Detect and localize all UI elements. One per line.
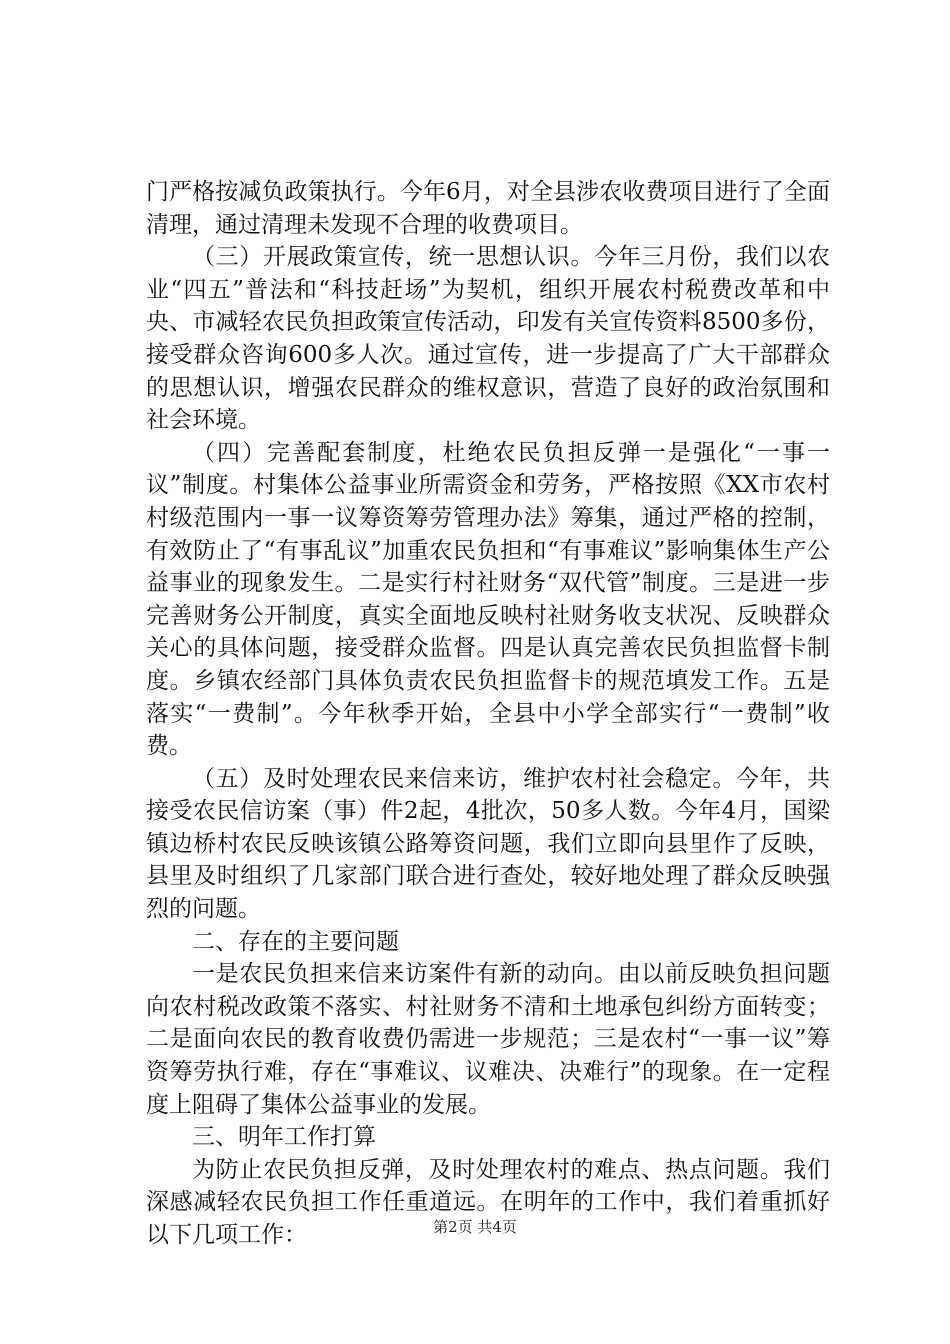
paragraph-petitions: （五）及时处理农民来信来访，维护农村社会稳定。今年，共接受农民信访案（事）件2起，4批次，50多人数。今年4月，国梁镇边桥村农民反映该镇公路筹资问题，我们立即向县里作了反映，县里及时组织了几家部门联合进行查处，较好地处理了群众反映强烈的问题。 <box>146 765 830 923</box>
paragraph-supporting-systems: （四）完善配套制度，杜绝农民负担反弹一是强化“一事一议”制度。村集体公益事业所需资金和劳务，严格按照《XX市农村村级范围内一事一议筹资筹劳管理办法》筹集，通过严格的控制，有效防止了“有事乱议”加重农民负担和“有事难议”影响集体生产公益事业的现象发生。二是实行村社财务“双代管”制度。三是进一步完善财务公开制度，真实全面地反映村社财务收支状况、反映群众关心的具体问题，接受群众监督。四是认真完善农民负担监督卡制度。乡镇农经部门具体负责农民负担监督卡的规范填发工作。五是落实“一费制”。今年秋季开始，全县中小学全部实行“一费制”收费。 <box>146 439 830 760</box>
document-body <box>146 176 830 1252</box>
section-heading-next-year-plan: 三、明年工作打算 <box>192 1124 376 1151</box>
page-number-footer: 第2页 共4页 <box>433 1218 517 1236</box>
paragraph-next-year-plan: 为防止农民负担反弹，及时处理农村的难点、热点问题。我们深感减轻农民负担工作任重道远。在明年的工作中，我们着重抓好以下几项工作： <box>146 1156 830 1248</box>
paragraph-policy-publicity: （三）开展政策宣传，统一思想认识。今年三月份，我们以农业“四五”普法和“科技赶场”为契机，组织开展农村税费改革和中央、市减轻农民负担政策宣传活动，印发有关宣传资料8500多份，接受群众咨询600多人次。通过宣传，进一步提高了广大干部群众的思想认识，增强农民群众的维权意识，营造了良好的政治氛围和社会环境。 <box>146 244 830 434</box>
section-heading-problems: 二、存在的主要问题 <box>192 928 399 955</box>
paragraph-problems: 一是农民负担来信来访案件有新的动向。由以前反映负担问题向农村税改政策不落实、村社财务不清和土地承包纠纷方面转变；二是面向农民的教育收费仍需进一步规范；三是农村“一事一议”筹资筹劳执行难，存在“事难议、议难决、决难行”的现象。在一定程度上阻碍了集体公益事业的发展。 <box>146 961 830 1118</box>
paragraph-continuation: 门严格按减负政策执行。今年6月，对全县涉农收费项目进行了全面清理，通过清理未发现不合理的收费项目。 <box>146 179 830 238</box>
